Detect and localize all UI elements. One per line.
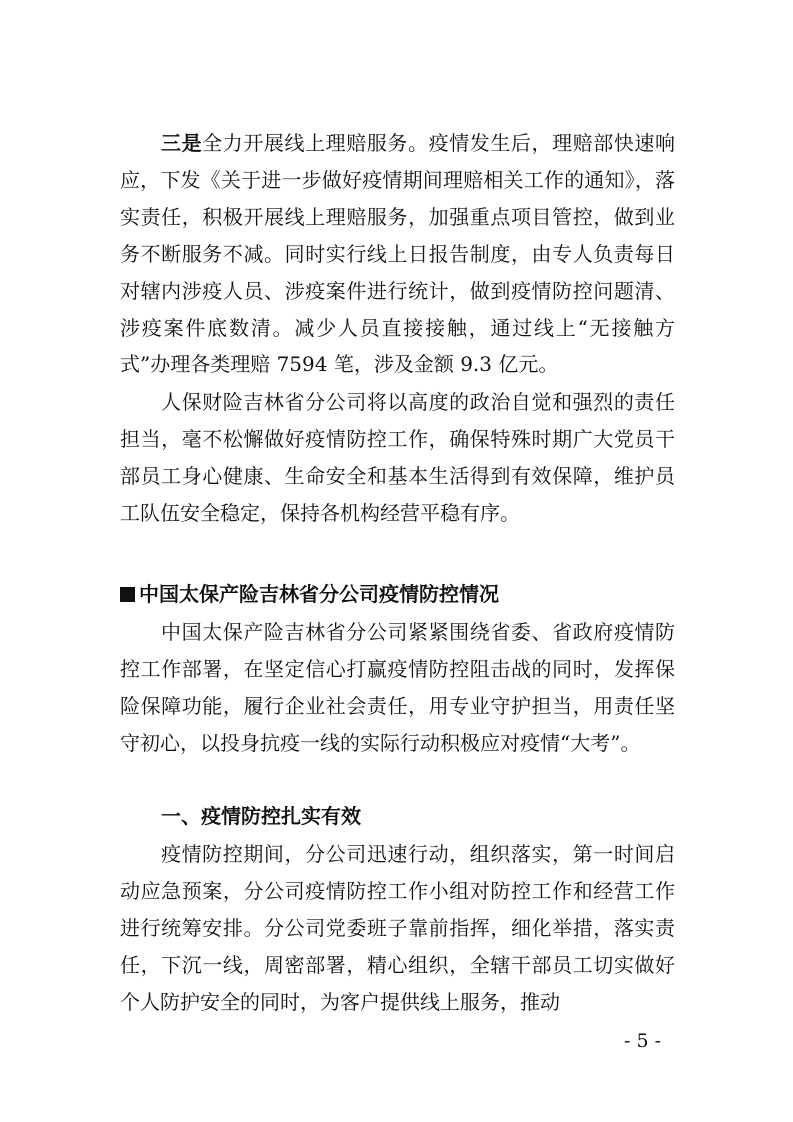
section-heading [120,576,675,612]
paragraph-cpic-overview: 中国太保产险吉林省分公司紧紧围绕省委、省政府疫情防控工作部署，在坚定信心打赢疫情防控阻击战的同时，发挥保险保障功能，履行企业社会责任，用专业守护担当，用责任坚守初心，以投身抗疫一线的实际行动积极应对疫情“大考”。 [120,620,675,755]
black-square-icon [120,587,135,602]
paragraph-epidemic-actions: 疫情防控期间，分公司迅速行动，组织落实，第一时间启动应急预案，分公司疫情防控工作小组对防控工作和经营工作进行统筹安排。分公司党委班子靠前指挥，细化举措，落实责任，下沉一线，周密部署，精心组织，全辖干部员工切实做好个人防护安全的同时，为客户提供线上服务，推动 [120,842,675,1014]
paragraph-text: 全力开展线上理赔服务。疫情发生后，理赔部快速响应，下发《关于进一步做好疫情期间理赔相关工作的通知》，落实责任，积极开展线上理赔服务，加强重点项目管控，做到业务不断服务不减。同时实行线上日报告制度，由专人负责每日对辖内涉疫人员、涉疫案件进行统计，做到疫情防控问题清、涉疫案件底数清。减少人员直接接触，通过线上“无接触方式”办理各类理赔 7594 笔，涉及金额 9.3 亿元。 [120,131,676,377]
subheading: 一、疫情防控扎实有效 [161,804,361,828]
page-number: - 5 - [624,1030,662,1052]
paragraph-online-claims [120,125,675,383]
section-heading-text: 中国太保产险吉林省分公司疫情防控情况 [139,582,499,606]
paragraph-lead: 三是 [161,131,203,155]
paragraph-commitment: 人保财险吉林省分公司将以高度的政治自觉和强烈的责任担当，毫不松懈做好疫情防控工作，确保特殊时期广大党员干部员工身心健康、生命安全和基本生活得到有效保障，维护员工队伍安全稳定，保持各机构经营平稳有序。 [120,390,675,525]
